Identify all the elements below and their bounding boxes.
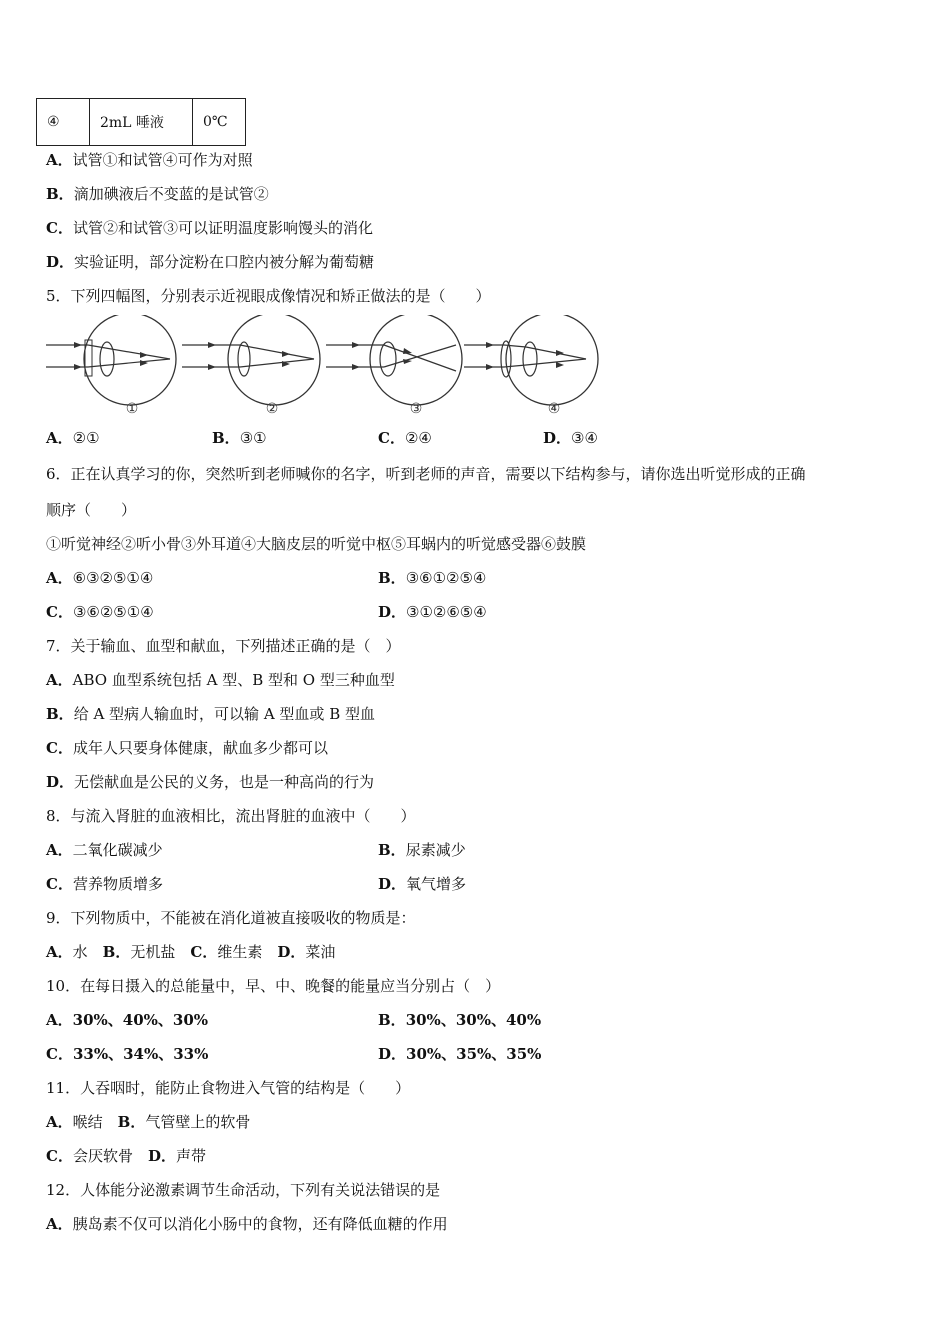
q9-stem: 9．下列物质中，不能被在消化道被直接吸收的物质是：	[46, 909, 416, 927]
q8-option-c: C．营养物质增多	[46, 875, 163, 893]
q12-stem: 12．人体能分泌激素调节生命活动，下列有关说法错误的是	[46, 1181, 441, 1199]
q11-options-row1: A．喉结 B．气管壁上的软骨	[46, 1113, 251, 1131]
tube-number-cell: ④	[37, 99, 90, 146]
q11-stem: 11．人吞咽时，能防止食物进入气管的结构是（ ）	[46, 1079, 411, 1097]
q7-stem: 7．关于输血、血型和献血，下列描述正确的是（ ）	[46, 637, 401, 655]
q6-option-c: C．③⑥②⑤①④	[46, 603, 154, 621]
q7-option-c: C．成年人只要身体健康，献血多少都可以	[46, 739, 328, 757]
temperature-cell: 0℃	[193, 99, 246, 146]
q6-stem-line2: 顺序（ ）	[46, 501, 137, 519]
q8-stem: 8．与流入肾脏的血液相比，流出肾脏的血液中（ ）	[46, 807, 416, 825]
q6-option-a: A．⑥③②⑤①④	[46, 569, 154, 587]
q6-structure-list: ①听觉神经②听小骨③外耳道④大脑皮层的听觉中枢⑤耳蜗内的听觉感受器⑥鼓膜	[46, 535, 587, 553]
reagent-cell: 2mL 唾液	[90, 99, 193, 146]
q5-option-b: B．③①	[212, 429, 267, 447]
q10-option-b: B．30%、30%、40%	[378, 1011, 542, 1029]
q4-option-d: D．实验证明，部分淀粉在口腔内被分解为葡萄糖	[46, 253, 375, 271]
eye-diagram-3	[326, 315, 466, 415]
figure-label-4: ④	[547, 401, 561, 415]
q9-options: A．水 B．无机盐 C．维生素 D．菜油	[46, 943, 336, 961]
q10-option-c: C．33%、34%、33%	[46, 1045, 209, 1063]
q4-option-a: A．试管①和试管④可作为对照	[46, 151, 253, 169]
figure-label-3: ③	[409, 401, 423, 415]
q10-option-d: D．30%、35%、35%	[378, 1045, 542, 1063]
figure-label-1: ①	[125, 401, 139, 415]
q12-option-a: A．胰岛素不仅可以消化小肠中的食物，还有降低血糖的作用	[46, 1215, 448, 1233]
q6-option-b: B．③⑥①②⑤④	[378, 569, 487, 587]
q7-option-d: D．无偿献血是公民的义务，也是一种高尚的行为	[46, 773, 375, 791]
q6-option-d: D．③①②⑥⑤④	[378, 603, 487, 621]
q10-stem: 10．在每日摄入的总能量中，早、中、晚餐的能量应当分别占（ ）	[46, 977, 501, 995]
q5-option-d: D．③④	[543, 429, 598, 447]
q8-option-a: A．二氧化碳减少	[46, 841, 163, 859]
q7-option-a: A．ABO 血型系统包括 A 型、B 型和 O 型三种血型	[46, 671, 395, 689]
q6-stem-line1: 6．正在认真学习的你，突然听到老师喊你的名字，听到老师的声音，需要以下结构参与，请你选出听觉形成的正确	[46, 465, 806, 483]
q7-option-b: B．给 A 型病人输血时，可以输 A 型血或 B 型血	[46, 705, 375, 723]
experiment-table	[36, 98, 246, 146]
q10-option-a: A．30%、40%、30%	[46, 1011, 209, 1029]
table-row	[37, 99, 246, 146]
q11-options-row2: C．会厌软骨 D．声带	[46, 1147, 207, 1165]
q8-option-b: B．尿素减少	[378, 841, 466, 859]
eye-diagram-2	[182, 315, 322, 415]
q5-option-c: C．②④	[378, 429, 432, 447]
eye-diagram-1	[44, 315, 184, 415]
q5-stem: 5．下列四幅图，分别表示近视眼成像情况和矫正做法的是（ ）	[46, 287, 491, 305]
eye-diagram-4	[464, 315, 604, 415]
q8-option-d: D．氧气增多	[378, 875, 467, 893]
q5-option-a: A．②①	[46, 429, 100, 447]
q4-option-b: B．滴加碘液后不变蓝的是试管②	[46, 185, 269, 203]
figure-label-2: ②	[265, 401, 279, 415]
q4-option-c: C．试管②和试管③可以证明温度影响馒头的消化	[46, 219, 373, 237]
